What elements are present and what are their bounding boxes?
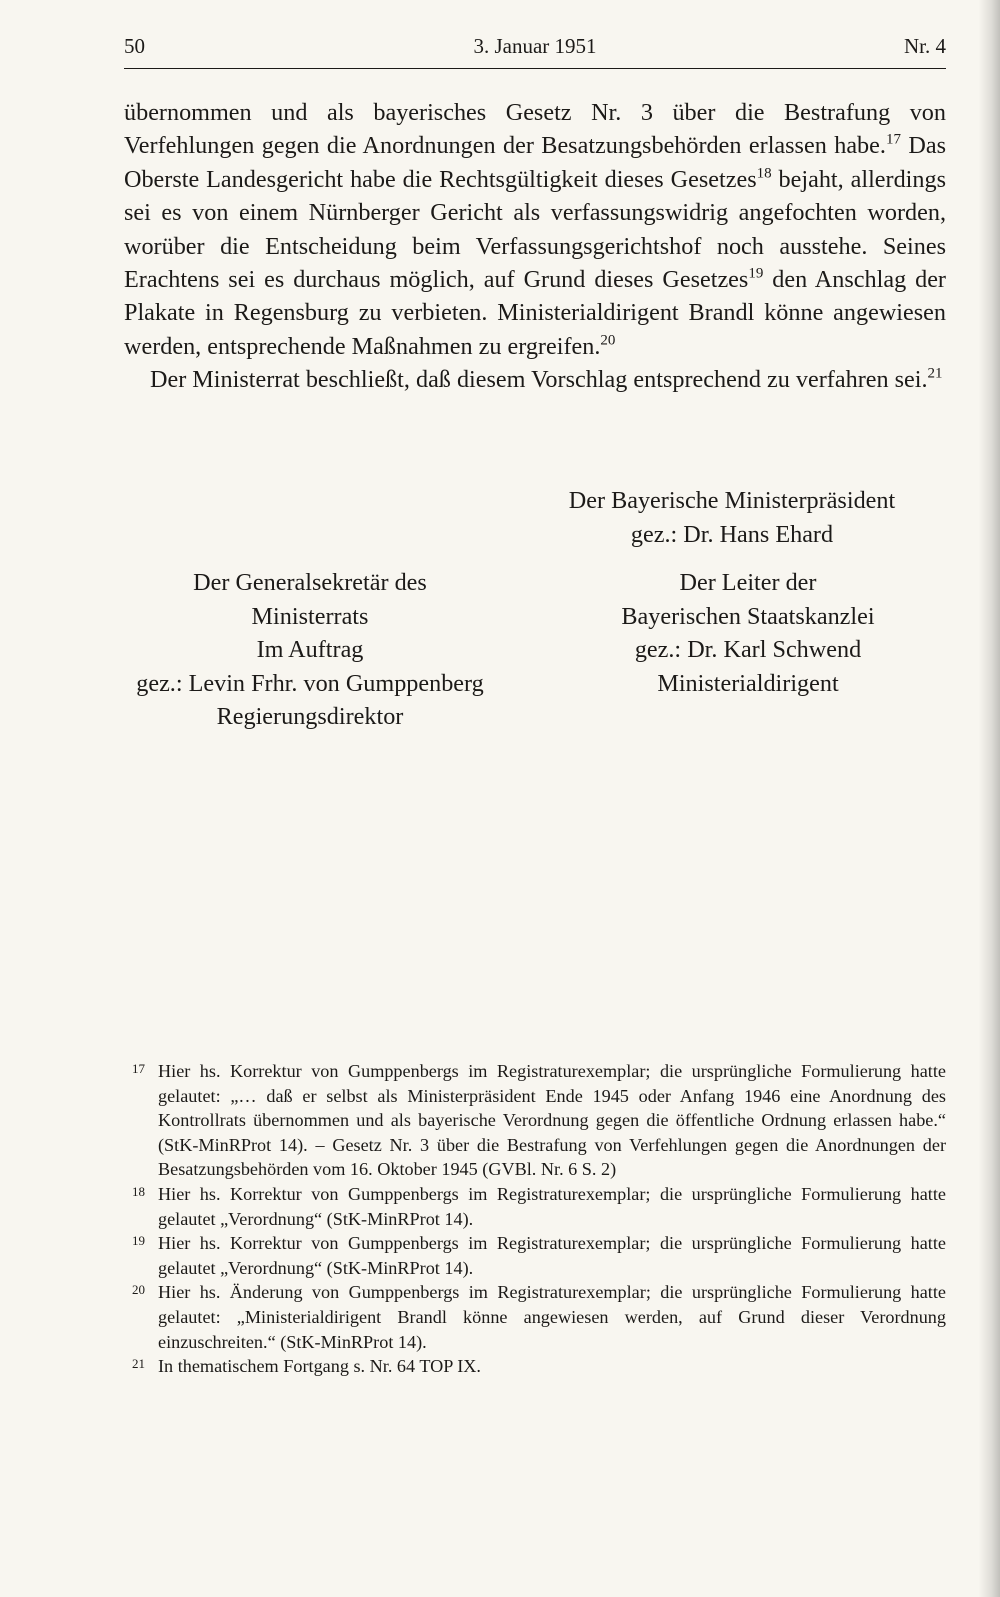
running-header [124, 34, 946, 68]
signature-title: Der Leiter der [679, 569, 817, 596]
page-number: 50 [124, 34, 145, 58]
signature-name: gez.: Dr. Karl Schwend [634, 636, 862, 664]
signature-name: gez.: Levin Frhr. von Gumppenberg [136, 669, 484, 697]
footnote-number: 17 [132, 1061, 145, 1076]
issue-number: Nr. 4 [904, 34, 946, 58]
signature-state-chancellery [592, 566, 904, 700]
footnote-number: 18 [132, 1183, 145, 1199]
header-rule [124, 68, 946, 69]
signature-title: Der Generalsekretär des [193, 569, 427, 596]
page-edge-shadow [978, 0, 1000, 1597]
signature-general-secretary [124, 566, 496, 734]
footnote-text: Hier hs. Änderung von Gumppenbergs im Registraturexemplar; die ursprüngliche Formulierung hatte gelautet: „Ministerialdirigent Brandl könne angewiesen werden, auf Grund dieser Verordnung einzuschreiten.“ (StK-MinRProt 14). [158, 1282, 946, 1352]
paragraph-text: Das Oberste Landesgericht habe die Rechtsgültigkeit dieses Gesetzes [124, 132, 946, 193]
signature-title: Ministerrats [251, 602, 369, 630]
footnote-number: 20 [132, 1282, 145, 1298]
footnote-text: Hier hs. Korrektur von Gumppenbergs im Registraturexemplar; die ursprüngliche Formulierung hatte gelautet „Verordnung“ (StK-MinRProt 14). [158, 1233, 946, 1278]
signature-capacity: Im Auftrag [256, 636, 364, 664]
footnote-19 [124, 1231, 946, 1280]
paragraph-continuation [124, 96, 946, 363]
footnote-number: 21 [132, 1356, 145, 1372]
footnote-text: Hier hs. Korrektur von Gumppenbergs im Registraturexemplar; die ursprüngliche Formulierung hatte gelautet: „… daß er selbst als Ministerpräsident Ende 1945 oder Anfang 1946 eine Anordnung des Kontrollrats übernommen und als bayerische Verordnung gegen die öffentliche Ordnung erlassen habe.“ (StK-MinRProt 14). – Gesetz Nr. 3 über die Bestrafung von Verfehlungen gegen die Anordnungen der Besatzungsbehörden vom 16. Oktober 1945 (GVBl. Nr. 6 S. 2) [158, 1061, 946, 1180]
footnote-20 [124, 1280, 946, 1354]
paragraph-text: übernommen und als bayerisches Gesetz Nr. 3 über die Bestrafung von Verfehlungen gegen die Anordnungen der Besatzungsbehörden erlassen habe. [124, 99, 946, 160]
footnote-17 [124, 1059, 946, 1182]
footnote-text: In thematischem Fortgang s. Nr. 64 TOP IX. [158, 1356, 481, 1377]
header-date: 3. Januar 1951 [473, 34, 597, 58]
footnote-ref-19[interactable]: 19 [748, 265, 764, 282]
footnotes [124, 1059, 946, 1379]
footnote-18 [124, 1182, 946, 1231]
footnote-21 [124, 1354, 946, 1379]
signature-title: Bayerischen Staatskanzlei [621, 602, 875, 630]
footnote-number: 19 [132, 1233, 145, 1249]
paragraph-text: den Anschlag der Plakate in Regensburg zu verbieten. Ministerialdirigent Brandl könne angewiesen werden, entsprechende Maßnahmen zu ergreifen. [124, 266, 946, 360]
signature-title: Der Bayerische Ministerpräsident [568, 487, 896, 514]
main-text [124, 96, 946, 397]
footnote-ref-21[interactable]: 21 [927, 365, 943, 382]
footnote-ref-17[interactable]: 17 [885, 132, 901, 149]
paragraph-decision [124, 363, 946, 396]
signature-rank: Regierungsdirektor [216, 703, 404, 731]
footnote-ref-20[interactable]: 20 [600, 332, 616, 349]
footnote-ref-18[interactable]: 18 [756, 165, 772, 182]
signature-name: gez.: Dr. Hans Ehard [630, 520, 834, 548]
paragraph-text: Der Ministerrat beschließt, daß diesem Vorschlag entsprechend zu verfahren sei. [150, 366, 928, 394]
signature-rank: Ministerialdirigent [657, 669, 839, 697]
footnote-text: Hier hs. Korrektur von Gumppenbergs im Registraturexemplar; die ursprüngliche Formulierung hatte gelautet „Verordnung“ (StK-MinRProt 14). [158, 1183, 946, 1229]
signature-prime-minister [540, 484, 924, 551]
paragraph-text: bejaht, allerdings sei es von einem Nürnberger Gericht als verfassungswidrig angefochten worden, worüber die Entscheidung beim Verfassungsgerichtshof noch ausstehe. Seines Erachtens sei es durchaus möglich, auf Grund dieses Gesetzes [124, 165, 946, 294]
